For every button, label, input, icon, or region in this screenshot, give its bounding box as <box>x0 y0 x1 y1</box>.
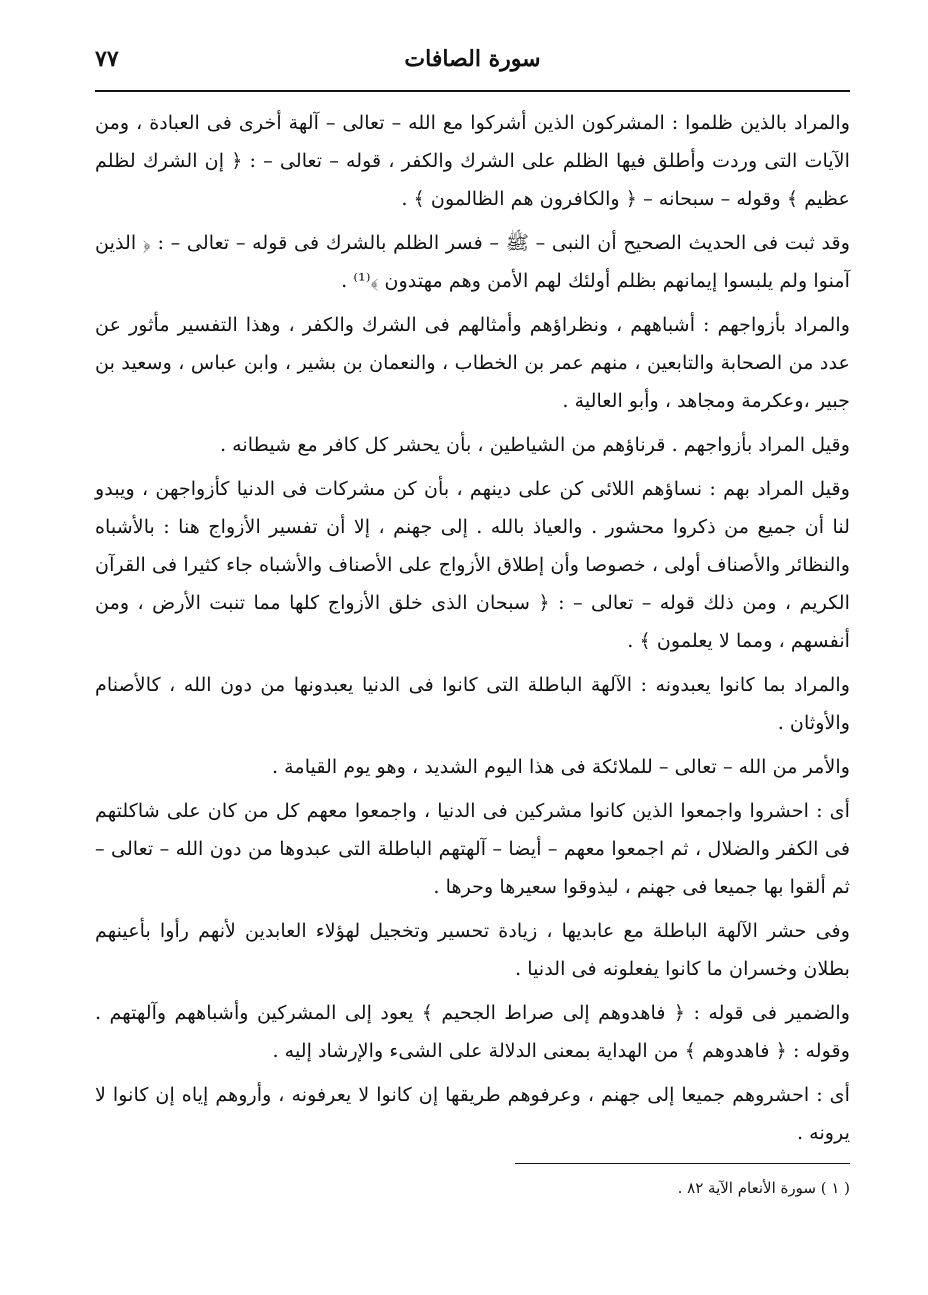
paragraph: والمراد بأزواجهم : أشباههم ، ونظراؤهم وأمثالهم فى الشرك والكفر ، وهذا التفسير مأثور عن عدد من الصحابة والتابعين ، منهم عمر بن الخطاب ، والنعمان بن بشير ، وابن عباس ، وسعيد بن جبير ،وعكرمة ومجاهد ، وأبو العالية . <box>95 313 850 412</box>
paragraph: وفى حشر الآلهة الباطلة مع عابديها ، زيادة تحسير وتخجيل لهؤلاء العابدين لأنهم رأوا بأعينهم بطلان وخسران ما كانوا يفعلونه فى الدنيا . <box>95 919 850 980</box>
paragraph: والمراد بما كانوا يعبدونه : الآلهة الباطلة التى كانوا فى الدنيا يعبدونها من دون الله ، كالأصنام والأوثان . <box>95 673 850 734</box>
paragraph: والمراد بالذين ظلموا : المشركون الذين أشركوا مع الله – تعالى – آلهة أخرى فى العبادة ، ومن الآيات التى وردت وأطلق فيها الظلم على الشرك والكفر ، قوله – تعالى – : ﴿ إن الشرك لظلم عظيم ﴾ وقوله – سبحانه – ﴿ والكافرون هم الظالمون ﴾ . <box>95 111 850 210</box>
page-header <box>95 40 850 86</box>
footnote: ( ١ ) سورة الأنعام الآية ٨٢ . <box>677 1179 850 1197</box>
paragraph: وقيل المراد بهم : نساؤهم اللائى كن على دينهم ، بأن كن مشركات فى الدنيا كأزواجهن ، ويبدو لنا أن جميع من ذكروا محشور . والعياذ بالله . إلى جهنم ، إلا أن تفسير الأزواج هنا : بالأشباه والنظائر والأصناف أولى ، خصوصا وأن إطلاق الأزواج على الأصناف والأشباه جاء كثيرا فى القرآن الكريم ، ومن ذلك قوله – تعالى – : ﴿ سبحان الذى خلق الأزواج كلها مما تنبت الأرض ، ومن أنفسهم ، ومما لا يعلمون ﴾ . <box>95 477 850 652</box>
page-number: ٧٧ <box>95 46 119 72</box>
paragraph: أى : احشروا واجمعوا الذين كانوا مشركين فى الدنيا ، واجمعوا معهم كل من كان على شاكلتهم فى الكفر والضلال ، ثم اجمعوا معهم – أيضا – آلهتهم الباطلة التى عبدوها من دون الله – تعالى – ثم ألقوا بها جميعا فى جهنم ، ليذوقوا سعيرها وحرها . <box>95 799 850 898</box>
paragraph: وقد ثبت فى الحديث الصحيح أن النبى – ﷺ – فسر الظلم بالشرك فى قوله – تعالى – : ﴿ الذين آمنوا ولم يلبسوا إيمانهم بظلم أولئك لهم الأمن وهم مهتدون ﴾⁽¹⁾ . <box>95 231 850 292</box>
paragraph: والأمر من الله – تعالى – للملائكة فى هذا اليوم الشديد ، وهو يوم القيامة . <box>271 755 850 778</box>
footnote-rule <box>515 1163 850 1164</box>
page-title: سورة الصافات <box>404 46 541 72</box>
paragraph: والضمير فى قوله : ﴿ فاهدوهم إلى صراط الجحيم ﴾ يعود إلى المشركين وأشباههم وآلهتهم . وقوله : ﴿ فاهدوهم ﴾ من الهداية بمعنى الدلالة على الشىء والإرشاد إليه . <box>95 1001 850 1062</box>
body-text <box>95 104 850 1158</box>
paragraph: وقيل المراد بأزواجهم . قرناؤهم من الشياطين ، بأن يحشر كل كافر مع شيطانه . <box>219 433 850 456</box>
header-rule <box>95 90 850 92</box>
paragraph: أى : احشروهم جميعا إلى جهنم ، وعرفوهم طريقها إن كانوا لا يعرفونه ، وأروهم إياه إن كانوا لا يرونه . <box>95 1083 850 1144</box>
